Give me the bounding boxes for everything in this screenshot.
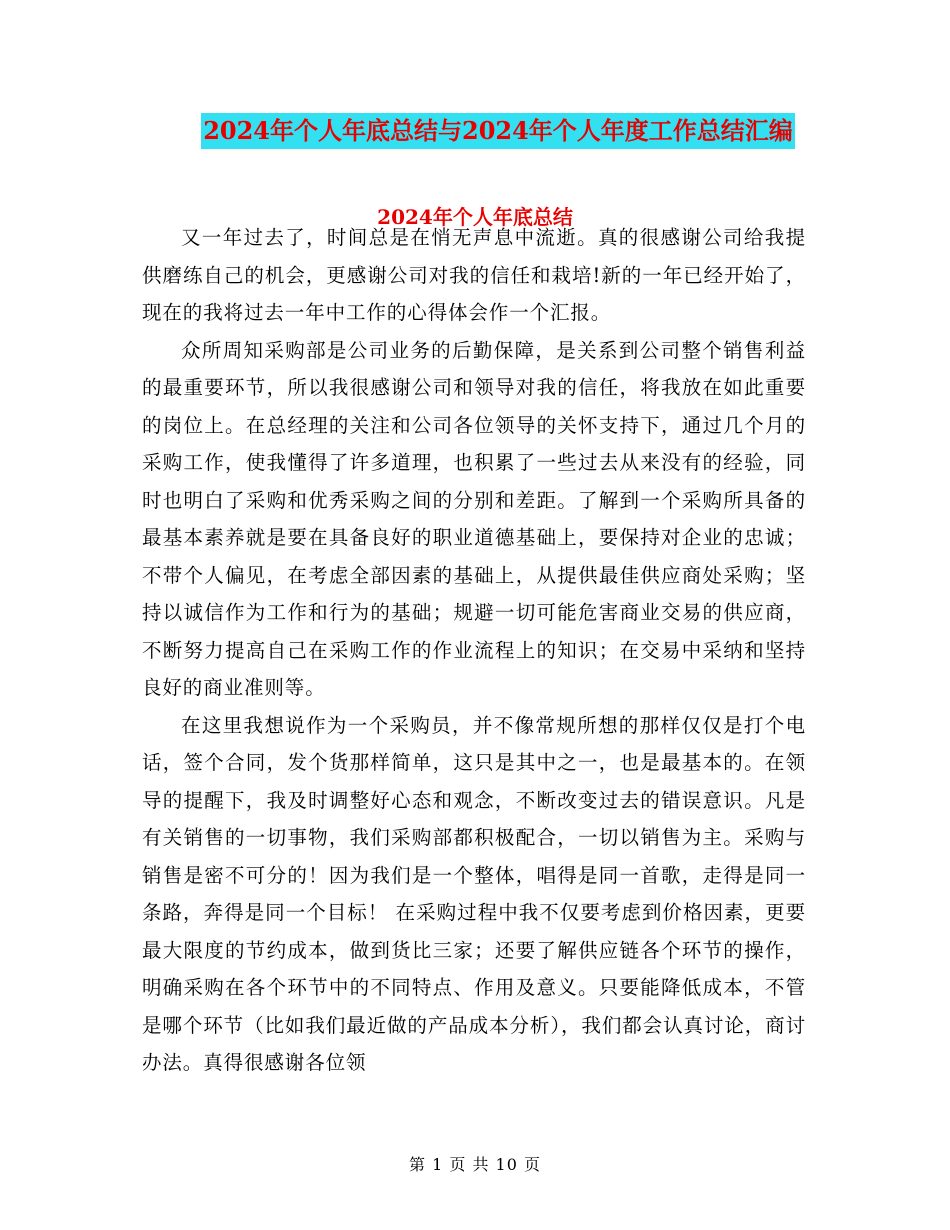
paragraph-3: 在这里我想说作为一个采购员，并不像常规所想的那样仅仅是打个电话，签个合同，发个货那样简单，这只是其中之一，也是最基本的。在领导的提醒下，我及时调整好心态和观念，不断改变过去的错误意识。凡是有关销售的一切事物，我们采购部都积极配合，一切以销售为主。采购与销售是密不可分的！因为我们是一个整体，唱得是同一首歌，走得是同一条路，奔得是同一个目标！ 在采购过程中我不仅要考虑到价格因素，更要最大限度的节约成本，做到货比三家；还要了解供应链各个环节的操作，明确采购在各个环节中的不同特点、作用及意义。只要能降低成本，不管是哪个环节（比如我们最近做的产品成本分析），我们都会认真讨论，商讨办法。真得很感谢各位领: [142, 713, 806, 1074]
main-title-container: [0, 113, 950, 149]
section-title: 2024年个人年底总结: [377, 205, 573, 229]
paragraph-1: 又一年过去了，时间总是在悄无声息中流逝。真的很感谢公司给我提供磨练自己的机会，更感谢公司对我的信任和栽培!新的一年已经开始了，现在的我将过去一年中工作的心得体会作一个汇报。: [142, 226, 806, 324]
page-footer: 第 1 页 共 10 页: [409, 1155, 541, 1174]
paragraph-2: 众所周知采购部是公司业务的后勤保障，是关系到公司整个销售利益的最重要环节，所以我很感谢公司和领导对我的信任，将我放在如此重要的岗位上。在总经理的关注和公司各位领导的关怀支持下，通过几个月的采购工作，使我懂得了许多道理，也积累了一些过去从来没有的经验，同时也明白了采购和优秀采购之间的分别和差距。了解到一个采购所具备的最基本素养就是要在具备良好的职业道德基础上，要保持对企业的忠诚；不带个人偏见，在考虑全部因素的基础上，从提供最佳供应商处采购；坚持以诚信作为工作和行为的基础；规避一切可能危害商业交易的供应商，不断努力提高自己在采购工作的作业流程上的知识；在交易中采纳和坚持良好的商业准则等。: [142, 338, 806, 699]
body-text: [142, 219, 806, 1082]
main-title: 2024年个人年底总结与2024年个人年度工作总结汇编: [201, 113, 795, 149]
